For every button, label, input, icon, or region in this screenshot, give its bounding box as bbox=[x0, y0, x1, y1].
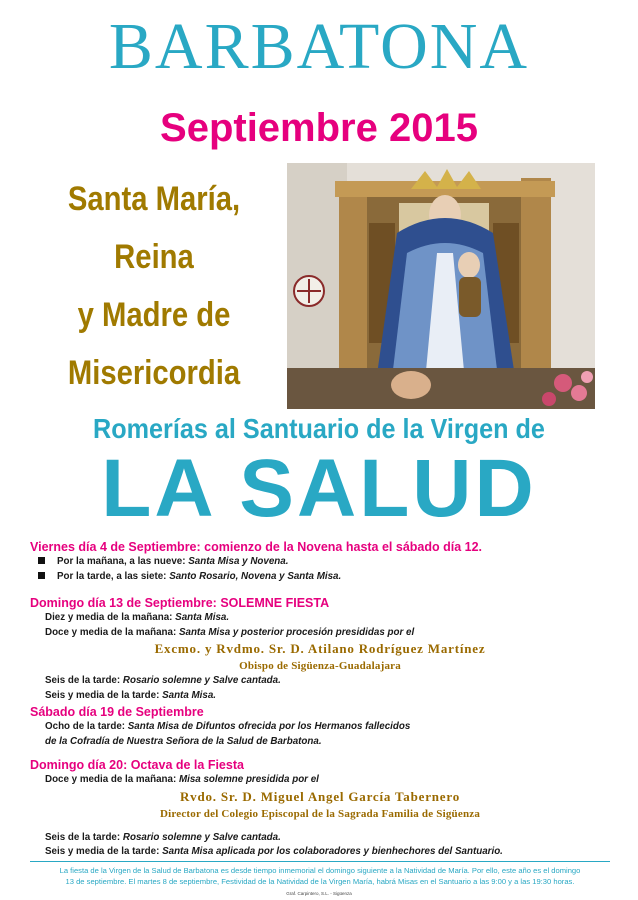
section-heading: Domingo día 13 de Septiembre: SOLEMNE FIESTA bbox=[30, 596, 330, 610]
dedication-line: Santa María, bbox=[67, 180, 241, 218]
la-salud-heading: LA SALUD bbox=[101, 443, 537, 534]
dedication-line: y Madre de bbox=[77, 296, 231, 334]
bullet-icon bbox=[38, 572, 45, 579]
footer-note bbox=[30, 866, 610, 887]
footer-line: 13 de septiembre. El martes 8 de septiembre, Festividad de la Natividad de la Virgen María, habrá Misas en el Santuario a las 9:00 y a las 19:30 horas. bbox=[65, 876, 575, 886]
printer-credit: Graf. Carpintero, S.L. - Sigüenza bbox=[286, 891, 352, 896]
virgin-statue-photo bbox=[287, 163, 595, 409]
priest-title: Director del Colegio Episcopal de la Sagrada Familia de Sigüenza bbox=[159, 807, 481, 820]
bishop-title: Obispo de Sigüenza-Guadalajara bbox=[239, 660, 401, 672]
section-viernes bbox=[30, 539, 610, 584]
schedule-item: Por la tarde, a las siete: Santo Rosario, Novena y Santa Misa. bbox=[30, 570, 610, 585]
event-month: Septiembre 2015 bbox=[160, 106, 478, 150]
schedule-item: Seis de la tarde: Rosario solemne y Salve cantada. bbox=[45, 675, 281, 686]
bullet-icon bbox=[38, 557, 45, 564]
priest-name: Rvdo. Sr. D. Miguel Angel García Tabernero bbox=[179, 788, 460, 804]
section-heading: Viernes día 4 de Septiembre: comienzo de la Novena hasta el sábado día 12. bbox=[30, 540, 483, 554]
schedule-item: Seis y media de la tarde: Santa Misa aplicada por los colaboradores y bienhechores del Santuario. bbox=[45, 846, 503, 857]
dedication-line: Misericordia bbox=[67, 354, 241, 392]
statue-illustration bbox=[287, 163, 595, 409]
section-heading: Domingo día 20: Octava de la Fiesta bbox=[30, 758, 244, 772]
poster-title: BARBATONA bbox=[108, 10, 530, 83]
dedication-line: Reina bbox=[114, 238, 194, 276]
footer-divider bbox=[30, 861, 610, 862]
section-domingo-13 bbox=[30, 595, 610, 703]
bishop-name: Excmo. y Rvdmo. Sr. D. Atilano Rodríguez Martínez bbox=[154, 641, 486, 656]
schedule-item: Doce y media de la mañana: Misa solemne presidida por el bbox=[45, 774, 319, 785]
romerias-heading: Romerías al Santuario de la Virgen de bbox=[93, 413, 545, 444]
section-heading: Sábado día 19 de Septiembre bbox=[30, 705, 204, 719]
schedule-item: Ocho de la tarde: Santa Misa de Difuntos ofrecida por los Hermanos fallecidos bbox=[45, 721, 411, 732]
schedule-item: de la Cofradía de Nuestra Señora de la Salud de Barbatona. bbox=[45, 735, 322, 747]
dedication-text bbox=[46, 170, 263, 402]
schedule-item: Seis de la tarde: Rosario solemne y Salve cantada. bbox=[45, 831, 281, 843]
schedule-item: Por la mañana, a las nueve: Santa Misa y Novena. bbox=[30, 555, 610, 570]
schedule-item: Diez y media de la mañana: Santa Misa. bbox=[45, 612, 230, 623]
footer-line: La fiesta de la Virgen de la Salud de Barbatona es desde tiempo inmemorial el domingo siguiente a la Natividad de María. Por ello, este año es el domingo bbox=[59, 866, 581, 875]
section-sabado-19 bbox=[30, 704, 610, 749]
schedule-item: Seis y media de la tarde: Santa Misa. bbox=[45, 689, 216, 701]
section-domingo-20 bbox=[30, 757, 610, 860]
schedule-item: Doce y media de la mañana: Santa Misa y posterior procesión presididas por el bbox=[45, 626, 415, 638]
